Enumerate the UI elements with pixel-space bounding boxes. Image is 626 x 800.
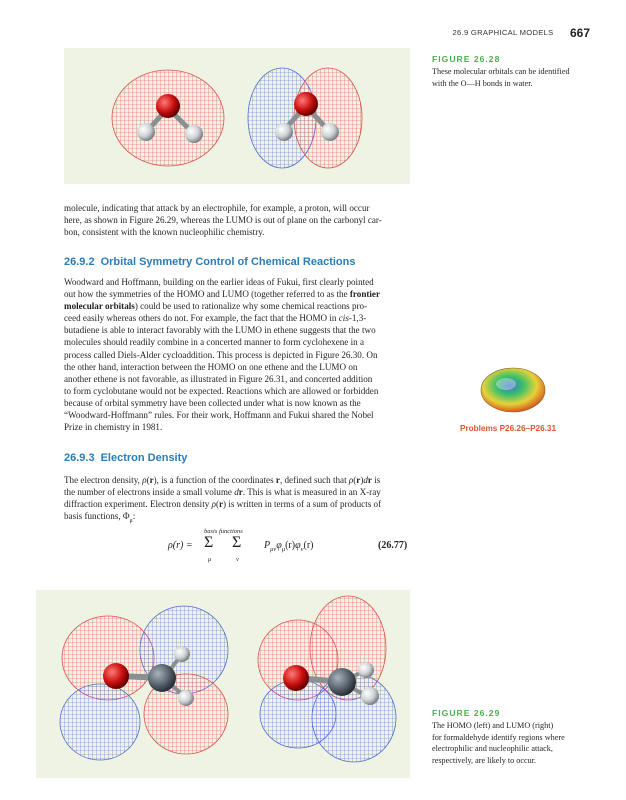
hydrogen-atom — [358, 662, 374, 678]
summation-mu: Σ — [204, 534, 214, 551]
italic-term: cis — [338, 313, 349, 324]
hydrogen-atom — [275, 123, 293, 141]
text-line: butadiene is able to interact favorably with the LUMO in ethene suggests that the two — [64, 325, 376, 336]
text-run: ) is written in terms of a sum of products of — [223, 499, 382, 510]
basis-function-subscript: μ — [281, 546, 286, 553]
equation-rhs — [264, 540, 314, 553]
electrostatic-map-icon — [478, 364, 548, 421]
density-paragraph — [64, 474, 412, 527]
bold-term: frontier — [349, 289, 381, 300]
section-running-title: 26.9 GRAPHICAL MODELS — [452, 28, 554, 37]
text-run: -1,3- — [348, 313, 367, 324]
oxygen-atom — [103, 663, 129, 689]
problems-link[interactable]: Problems P26.26–P26.31 — [460, 424, 557, 433]
math-symbol: Φ — [122, 511, 130, 522]
text-line: Woodward and Hoffmann, building on the earlier ideas of Fukui, first clearly pointed — [64, 277, 374, 287]
figure-26-29-caption — [432, 720, 608, 766]
text-line: because of orbital symmetry have been collected under what is now known as the — [64, 397, 361, 408]
hydrogen-atom — [174, 646, 190, 662]
figure-26-29-image — [36, 590, 410, 778]
text-line: process called Diels-Alder cycloaddition. This process is depicted in Figure 26.30. On — [64, 349, 378, 360]
math-vector: r — [149, 475, 154, 485]
figure-26-28-caption — [432, 66, 602, 89]
function-argument: (r) — [285, 540, 296, 551]
text-line: another ethene is not favorable, as illustrated in Figure 26.31, and concerted addition — [64, 373, 373, 384]
text-run: , defined such that — [279, 475, 349, 485]
basis-function-symbol: φ — [276, 540, 282, 551]
symmetry-paragraph — [64, 276, 412, 433]
summation-index-nu: ν — [236, 556, 239, 563]
figure-26-28-label: FIGURE 26.28 — [432, 54, 501, 64]
text-run: ( — [353, 475, 357, 485]
text-run: ceed easily whereas others do not. For example, the fact that the HOMO in — [64, 313, 339, 324]
text-line — [64, 300, 412, 312]
oxygen-atom — [156, 94, 180, 118]
text-run: ( — [215, 499, 219, 510]
text-line — [64, 486, 412, 498]
math-symbol: ρ — [142, 475, 147, 485]
text-run: . This is what is measured in an X-ray — [242, 487, 381, 498]
equation-overlabel: basis functions — [204, 528, 243, 535]
carbon-atom — [148, 664, 176, 692]
equation-lhs — [168, 540, 193, 551]
intro-paragraph — [64, 202, 412, 238]
text-run: ) — [360, 475, 364, 485]
coefficient-symbol: P — [264, 540, 271, 551]
section-title: Orbital Symmetry Control of Chemical Reactions — [100, 256, 356, 268]
figure-26-29-label: FIGURE 26.29 — [432, 708, 501, 718]
text-run: the number of electrons inside a small volume — [64, 487, 235, 498]
math-vector: r — [356, 475, 361, 485]
text-line: “Woodward-Hoffmann” rules. For their work, Hoffmann and Fukui shared the Nobel — [64, 410, 374, 421]
homo-negative-lobe — [60, 684, 140, 760]
text-line: Prize in chemistry in 1981. — [64, 422, 163, 433]
page-number: 667 — [569, 26, 590, 40]
coefficient-subscript: μν — [270, 546, 277, 553]
text-line: molecules should readily combine in a concerted manner to form cyclohexene in a — [64, 337, 364, 348]
text-run: The electron density, — [64, 475, 143, 485]
text-run: ( — [146, 475, 150, 485]
caption-line: with the O—H bonds in water. — [432, 78, 533, 88]
bold-term: molecular orbitals — [64, 301, 135, 312]
text-line: to form cyclobutane would not be expected. Reactions which are allowed or forbidden — [64, 385, 379, 396]
figure-26-28-image — [64, 48, 410, 184]
caption-line: electrophilic and nucleophilic attack, — [432, 744, 553, 753]
math-symbol: d — [234, 487, 239, 498]
summation-nu: Σ — [232, 534, 242, 551]
hydrogen-atom — [361, 687, 379, 705]
running-header — [0, 24, 590, 42]
text-run: out how the symmetries of the HOMO and LUMO (together referred to as the — [64, 289, 350, 300]
caption-line: The HOMO (left) and LUMO (right) — [432, 721, 554, 730]
text-line — [64, 498, 412, 510]
caption-line: respectively, are likely to occur. — [432, 755, 537, 765]
text-line: bon, consistent with the known nucleophilic chemistry. — [64, 227, 265, 238]
math-symbol: ρ — [211, 499, 216, 510]
math-symbol: d — [363, 475, 368, 485]
text-line: the other hand, interaction between the HOMO on one ethene and the LUMO on — [64, 361, 358, 372]
oxygen-atom — [283, 665, 309, 691]
text-line: here, as shown in Figure 26.29, whereas the LUMO is out of plane on the carbonyl car- — [64, 215, 382, 226]
text-run: ) could be used to rationalize why some chemical reactions pro- — [134, 301, 368, 312]
text-line — [64, 288, 412, 300]
text-line: molecule, indicating that attack by an electrophile, for example, a proton, will occur — [64, 203, 370, 213]
section-number: 26.9.2 — [64, 256, 95, 268]
basis-function-subscript: ν — [300, 546, 304, 553]
hydrogen-atom — [178, 690, 194, 706]
hydrogen-atom — [321, 123, 339, 141]
hydrogen-atom — [185, 125, 203, 143]
text-line — [64, 510, 412, 527]
text-line — [64, 312, 412, 324]
water-orbitals-illustration — [64, 48, 410, 184]
math-symbol: ρ — [348, 475, 354, 485]
text-run: is — [371, 475, 381, 485]
math-vector: r — [238, 487, 243, 498]
hydrogen-atom — [137, 123, 155, 141]
section-heading-26-9-2 — [64, 256, 355, 268]
basis-function-symbol: φ — [295, 540, 301, 551]
caption-line: These molecular orbitals can be identified — [432, 67, 570, 76]
math-vector: r — [367, 475, 372, 485]
equation-lhs-text: ρ(r) = — [168, 540, 193, 551]
section-number: 26.9.3 — [64, 452, 95, 464]
section-title: Electron Density — [100, 452, 188, 464]
equation-number: (26.77) — [378, 540, 408, 551]
text-run: ), is a function of the coordinates — [153, 475, 276, 485]
text-run: basis functions, — [64, 511, 123, 522]
math-vector: r — [218, 499, 224, 510]
water-positive-lobe — [294, 68, 362, 168]
section-heading-26-9-3 — [64, 452, 187, 464]
text-run: diffraction experiment. Electron density — [64, 499, 212, 510]
math-subscript: μ — [129, 518, 133, 525]
math-vector: r — [275, 475, 280, 485]
formaldehyde-orbitals-illustration — [36, 590, 410, 778]
carbon-atom — [328, 668, 356, 696]
summation-index-mu: μ — [208, 556, 212, 563]
function-argument: (r) — [303, 540, 314, 551]
text-line — [64, 474, 412, 486]
caption-line: for formaldehyde identify regions where — [432, 732, 565, 742]
oxygen-atom — [294, 92, 318, 116]
text-run: : — [132, 511, 136, 522]
